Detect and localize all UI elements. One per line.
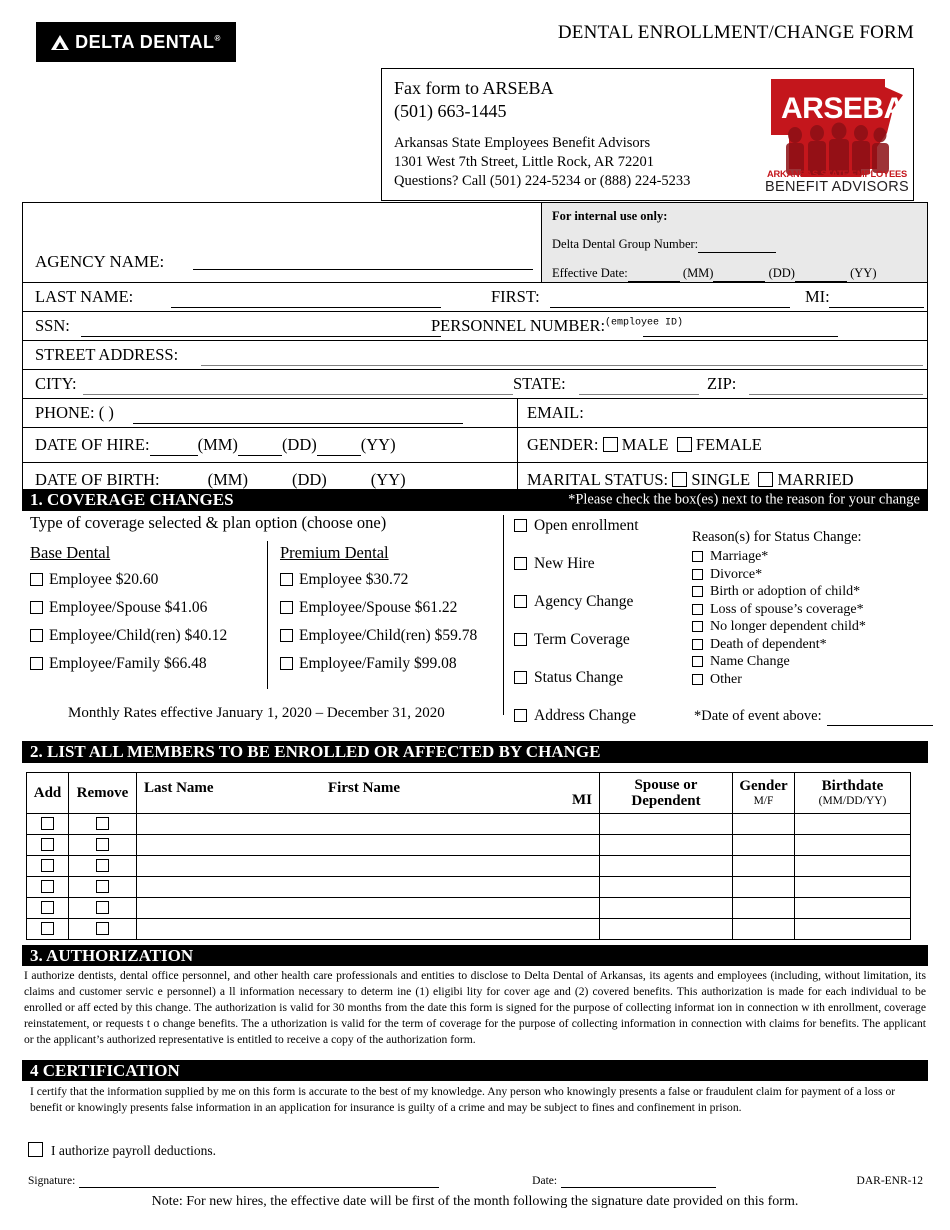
status-change-checkbox[interactable] — [514, 671, 527, 684]
street-address-row — [23, 341, 927, 370]
signature-row — [28, 1175, 923, 1188]
row-spouse-dependent-cell[interactable] — [600, 898, 733, 919]
hire-gender-divider — [517, 428, 518, 462]
premium-plan-option[interactable] — [280, 571, 477, 589]
base-plan-option[interactable] — [30, 571, 227, 589]
reason-birth-adoption-checkbox[interactable] — [692, 586, 703, 597]
table-row[interactable] — [27, 898, 911, 919]
fax-number: (501) 663-1445 — [394, 100, 507, 121]
signature-label: Signature: — [28, 1175, 76, 1187]
payroll-deduction-row[interactable] — [28, 1142, 216, 1159]
row-add-cell[interactable] — [27, 835, 69, 856]
row-birthdate-cell[interactable] — [795, 919, 911, 940]
birth-yy-label: (YY) — [370, 470, 406, 489]
enrollment-type-option[interactable] — [514, 517, 639, 535]
birth-dd-input[interactable] — [248, 470, 292, 491]
hire-mm-input[interactable] — [150, 435, 198, 456]
first-name-label: FIRST: — [491, 287, 540, 306]
status-change-reasons-column — [692, 529, 866, 689]
birth-mm-label: (MM) — [207, 470, 248, 489]
birth-dd-label: (DD) — [291, 470, 327, 489]
street-address-label: STREET ADDRESS: — [35, 345, 179, 364]
effective-date-dd-input[interactable] — [713, 266, 765, 282]
row-add-cell[interactable] — [27, 877, 69, 898]
state-input[interactable] — [579, 394, 699, 395]
column-header-gender-line2: M/F — [753, 794, 774, 807]
term-coverage-checkbox[interactable] — [514, 633, 527, 646]
column-header-birthdate-line2: (MM/DD/YY) — [818, 794, 887, 807]
effective-date-label: Effective Date: — [552, 266, 628, 280]
page-header — [0, 0, 950, 58]
marital-single-checkbox[interactable] — [672, 472, 687, 487]
enrollment-type-option[interactable] — [514, 555, 639, 573]
reason-name-change-label: Name Change — [710, 654, 790, 669]
agency-change-label: Agency Change — [534, 593, 634, 610]
phone-input[interactable] — [133, 423, 463, 424]
premium-dental-column — [280, 543, 477, 683]
table-row[interactable] — [27, 877, 911, 898]
row-birthdate-cell[interactable] — [795, 835, 911, 856]
base-employee-family-label: Employee/Family $66.48 — [49, 655, 207, 672]
email-label: EMAIL: — [527, 403, 584, 422]
ssn-label: SSN: — [35, 316, 70, 335]
reason-option[interactable] — [692, 567, 866, 583]
reason-marriage-label: Marriage* — [710, 549, 769, 564]
date-of-birth-label: DATE OF BIRTH: — [35, 470, 160, 489]
base-dental-column — [30, 543, 227, 683]
reason-option[interactable] — [692, 549, 866, 565]
hire-yy-label: (YY) — [360, 435, 396, 454]
plan-column-divider — [267, 541, 268, 689]
coverage-enrollment-divider — [503, 515, 504, 715]
reason-option[interactable] — [692, 584, 866, 600]
ssn-input[interactable] — [81, 336, 441, 337]
enrollment-type-option[interactable] — [514, 707, 639, 725]
table-row[interactable] — [27, 814, 911, 835]
column-header-last-name: Last Name — [144, 780, 214, 796]
premium-plan-option[interactable] — [280, 599, 477, 617]
page-title: DENTAL ENROLLMENT/CHANGE FORM — [557, 22, 914, 43]
address-change-checkbox[interactable] — [514, 709, 527, 722]
hire-gender-row — [23, 428, 927, 463]
premium-employee-children-label: Employee/Child(ren) $59.78 — [299, 627, 478, 644]
premium-dental-heading: Premium Dental — [280, 543, 389, 562]
column-header-mi: MI — [572, 792, 592, 808]
effective-date-line — [552, 266, 917, 282]
premium-employee-spouse-label: Employee/Spouse $61.22 — [299, 599, 458, 616]
fax-info-box — [381, 68, 914, 201]
row-add-checkbox[interactable] — [41, 838, 54, 851]
delta-triangle-icon — [51, 35, 69, 50]
agency-name-input[interactable] — [193, 269, 533, 270]
birth-yy-input[interactable] — [327, 470, 371, 491]
section-1-title: 1. COVERAGE CHANGES — [30, 490, 234, 509]
row-add-cell[interactable] — [27, 898, 69, 919]
row-add-checkbox[interactable] — [41, 901, 54, 914]
section-1-bar — [22, 489, 928, 511]
row-add-checkbox[interactable] — [41, 922, 54, 935]
column-header-gender — [733, 773, 795, 814]
marital-status-group — [527, 470, 854, 490]
authorization-text: I authorize dentists, dental office personnel, and other health care professionals and entities to disclose to Delta Dental of Arkansas, its agents and employees (including, without limitation, its claims and customer servic e personnel) a ll information necessary to determ ine (1) eligibi lity for cover age and (2) covered benefits. This authorization is made for each individual to be enrolled or aff ected by this change. The authorization is valid for 30 months from the date this form is signed for the purpose of collecting informat ion in connection w ith enrollment, coverage reinstatement, or requests t o change benefits. The a uthorization is valid for the term of coverage for the purpose of collecting information in connection with claims for benefits. The applicant or the applicant’s authorized representative is entitled to receive a copy of the authorization form. — [24, 969, 926, 1046]
effective-date-mm-input[interactable] — [628, 266, 680, 282]
ssn-personnel-row — [23, 312, 927, 341]
reason-birth-adoption-label: Birth or adoption of child* — [710, 584, 861, 599]
mi-input[interactable] — [829, 307, 924, 308]
enrollment-type-option[interactable] — [514, 669, 639, 687]
fax-info-text — [394, 77, 774, 191]
reason-name-change-checkbox[interactable] — [692, 656, 703, 667]
reason-other-label: Other — [710, 671, 742, 687]
gender-male-label: MALE — [621, 435, 669, 454]
arseba-subtitle-bottom: BENEFIT ADVISORS — [765, 179, 909, 195]
registered-trademark-icon: ® — [214, 33, 221, 43]
zip-label: ZIP: — [707, 374, 737, 393]
reason-loss-spouse-coverage-checkbox[interactable] — [692, 604, 703, 615]
row-name-cell[interactable] — [137, 877, 600, 898]
date-of-event-group — [694, 708, 933, 726]
table-row[interactable] — [27, 919, 911, 940]
reason-death-dependent-checkbox[interactable] — [692, 639, 703, 650]
premium-plan-option[interactable] — [280, 655, 477, 673]
first-name-input[interactable] — [550, 307, 790, 308]
new-hire-label: New Hire — [534, 555, 595, 572]
row-name-cell[interactable] — [137, 898, 600, 919]
payroll-deduction-checkbox[interactable] — [28, 1142, 43, 1157]
base-employee-family-checkbox[interactable] — [30, 657, 43, 670]
hire-yy-input[interactable] — [317, 435, 361, 456]
row-remove-cell[interactable] — [69, 898, 137, 919]
section-3-title: 3. AUTHORIZATION — [30, 945, 194, 965]
reasons-title: Reason(s) for Status Change: — [692, 529, 862, 545]
state-label: STATE: — [513, 374, 566, 393]
org-address: 1301 West 7th Street, Little Rock, AR 72201 — [394, 153, 654, 170]
row-remove-checkbox[interactable] — [96, 838, 109, 851]
group-number-input[interactable] — [698, 237, 776, 253]
gender-male-checkbox[interactable] — [603, 437, 618, 452]
date-input[interactable] — [561, 1175, 716, 1188]
date-of-hire-label: DATE OF HIRE: — [35, 435, 150, 454]
svg-text:ARSEBA: ARSEBA — [781, 92, 905, 125]
base-employee-spouse-label: Employee/Spouse $41.06 — [49, 599, 208, 616]
enrollment-type-option[interactable] — [514, 631, 639, 649]
footer-note: Note: For new hires, the effective date will be first of the month following the signature date provided on this form. — [151, 1194, 799, 1209]
row-spouse-dependent-cell[interactable] — [600, 856, 733, 877]
status-change-label: Status Change — [534, 669, 624, 686]
new-hire-checkbox[interactable] — [514, 557, 527, 570]
reason-no-longer-dependent-checkbox[interactable] — [692, 621, 703, 632]
date-of-event-input[interactable] — [827, 708, 933, 726]
internal-use-title: For internal use only: — [552, 209, 668, 223]
row-remove-cell[interactable] — [69, 856, 137, 877]
base-employee-children-label: Employee/Child(ren) $40.12 — [49, 627, 228, 644]
base-employee-children-checkbox[interactable] — [30, 629, 43, 642]
hire-dd-label: (DD) — [281, 435, 317, 454]
arseba-logo — [765, 73, 909, 199]
row-name-cell[interactable] — [137, 835, 600, 856]
row-name-cell[interactable] — [137, 919, 600, 940]
gender-female-label: FEMALE — [695, 435, 762, 454]
city-input[interactable] — [83, 394, 513, 395]
row-birthdate-cell[interactable] — [795, 877, 911, 898]
payroll-deduction-label: I authorize payroll deductions. — [51, 1143, 216, 1158]
address-change-label: Address Change — [534, 707, 637, 724]
reason-divorce-label: Divorce* — [710, 566, 763, 582]
city-label: CITY: — [35, 374, 77, 393]
base-plan-option[interactable] — [30, 655, 227, 673]
section-2-title: 2. LIST ALL MEMBERS TO BE ENROLLED OR AFFECTED BY CHANGE — [30, 742, 601, 761]
row-add-checkbox[interactable] — [41, 880, 54, 893]
coverage-changes-area — [22, 513, 928, 740]
phone-label — [35, 403, 114, 423]
column-header-spouse-line1: Spouse or — [634, 776, 698, 793]
effective-date-yy-label: (YY) — [850, 266, 877, 280]
table-row[interactable] — [27, 856, 911, 877]
org-name: Arkansas State Employees Benefit Advisors — [394, 135, 651, 151]
personnel-number-hint: (employee ID) — [605, 317, 684, 329]
enrollment-type-column — [514, 517, 639, 745]
enrollment-type-option[interactable] — [514, 593, 639, 611]
personnel-number-input[interactable] — [643, 336, 838, 337]
row-remove-cell[interactable] — [69, 814, 137, 835]
premium-employee-family-label: Employee/Family $99.08 — [299, 655, 457, 672]
row-add-cell[interactable] — [27, 919, 69, 940]
row-spouse-dependent-cell[interactable] — [600, 919, 733, 940]
row-remove-checkbox[interactable] — [96, 880, 109, 893]
phone-email-divider — [517, 399, 518, 427]
hire-dd-input[interactable] — [238, 435, 282, 456]
personnel-number-text: PERSONNEL NUMBER: — [431, 316, 606, 335]
section-4-title: 4 CERTIFICATION — [30, 1060, 180, 1080]
effective-date-yy-input[interactable] — [795, 266, 847, 282]
row-gender-cell[interactable] — [733, 814, 795, 835]
column-header-names — [137, 773, 600, 814]
certification-text: I certify that the information supplied by me on this form is accurate to the best of my knowledge. Any person who knowingly presents a false or fraudulent claim for payment of a loss or benefit or knowingly presents false information in an application for insurance is guilty of a crime and may be subject to fines and confinement in prison. — [30, 1085, 896, 1115]
column-header-birthdate-line1: Birthdate — [821, 778, 884, 795]
row-birthdate-cell[interactable] — [795, 856, 911, 877]
reason-option[interactable] — [692, 654, 866, 670]
row-remove-cell[interactable] — [69, 919, 137, 940]
row-remove-checkbox[interactable] — [96, 901, 109, 914]
row-add-checkbox[interactable] — [41, 817, 54, 830]
delta-dental-logo — [36, 22, 236, 62]
row-add-checkbox[interactable] — [41, 859, 54, 872]
reason-option[interactable] — [692, 619, 866, 635]
column-header-remove: Remove — [69, 773, 137, 814]
row-add-cell[interactable] — [27, 856, 69, 877]
zip-input[interactable] — [749, 394, 923, 395]
row-birthdate-cell[interactable] — [795, 814, 911, 835]
delta-dental-wordmark: DELTA DENTAL — [75, 31, 215, 52]
row-add-cell[interactable] — [27, 814, 69, 835]
reason-option[interactable] — [692, 602, 866, 618]
row-gender-cell[interactable] — [733, 919, 795, 940]
marital-status-label: MARITAL STATUS: — [527, 470, 669, 489]
premium-employee-children-checkbox[interactable] — [280, 629, 293, 642]
premium-employee-spouse-checkbox[interactable] — [280, 601, 293, 614]
row-spouse-dependent-cell[interactable] — [600, 877, 733, 898]
birth-mm-input[interactable] — [160, 470, 208, 491]
date-label: Date: — [532, 1175, 558, 1187]
row-gender-cell[interactable] — [733, 898, 795, 919]
delta-dental-logo-text — [75, 32, 221, 53]
open-enrollment-label: Open enrollment — [534, 517, 639, 534]
row-gender-cell[interactable] — [733, 877, 795, 898]
last-name-label: LAST NAME: — [35, 287, 134, 306]
premium-employee-family-checkbox[interactable] — [280, 657, 293, 670]
base-employee-checkbox[interactable] — [30, 573, 43, 586]
section-4-bar — [22, 1060, 928, 1081]
marital-married-checkbox[interactable] — [758, 472, 773, 487]
open-enrollment-checkbox[interactable] — [514, 519, 527, 532]
row-remove-cell[interactable] — [69, 877, 137, 898]
base-dental-heading: Base Dental — [30, 543, 111, 562]
mi-label: MI: — [805, 287, 830, 306]
street-address-input[interactable] — [201, 365, 923, 366]
table-header-row — [27, 773, 911, 814]
column-header-gender-line1: Gender — [739, 778, 788, 795]
internal-use-box — [541, 203, 927, 282]
reason-loss-spouse-coverage-label: Loss of spouse’s coverage* — [710, 601, 864, 617]
section-3-bar — [22, 945, 928, 966]
phone-text: PHONE: — [35, 403, 95, 422]
base-employee-label: Employee $20.60 — [49, 571, 159, 588]
personnel-number-label — [431, 316, 683, 336]
agency-change-checkbox[interactable] — [514, 595, 527, 608]
marital-single-label: SINGLE — [691, 470, 751, 489]
org-questions: Questions? Call (501) 224-5234 or (888) 224-5233 — [394, 172, 691, 189]
column-header-spouse-dependent — [600, 773, 733, 814]
term-coverage-label: Term Coverage — [534, 631, 630, 648]
members-table — [26, 772, 911, 940]
premium-employee-checkbox[interactable] — [280, 573, 293, 586]
row-gender-cell[interactable] — [733, 835, 795, 856]
row-remove-checkbox[interactable] — [96, 859, 109, 872]
name-row — [23, 283, 927, 312]
reason-marriage-checkbox[interactable] — [692, 551, 703, 562]
phone-area-code: ( ) — [98, 403, 114, 422]
base-plan-option[interactable] — [30, 627, 227, 645]
effective-date-mm-label: (MM) — [682, 266, 714, 280]
members-table-body — [27, 814, 911, 940]
signature-input[interactable] — [79, 1175, 439, 1188]
column-header-birthdate — [795, 773, 911, 814]
gender-label: GENDER: — [527, 435, 599, 454]
row-spouse-dependent-cell[interactable] — [600, 814, 733, 835]
column-header-spouse-line2: Dependent — [631, 793, 701, 809]
section-2-bar — [22, 741, 928, 763]
row-birthdate-cell[interactable] — [795, 898, 911, 919]
row-remove-cell[interactable] — [69, 835, 137, 856]
agency-name-row — [23, 203, 927, 283]
last-name-input[interactable] — [171, 307, 441, 308]
section-1-instruction: *Please check the box(es) next to the reason for your change — [568, 491, 920, 508]
monthly-rates-note: Monthly Rates effective January 1, 2020 – December 31, 2020 — [68, 705, 445, 721]
date-of-event-label: *Date of event above: — [694, 708, 822, 724]
base-employee-spouse-checkbox[interactable] — [30, 601, 43, 614]
fax-to-line: Fax form to ARSEBA — [394, 78, 554, 98]
reason-no-longer-dependent-label: No longer dependent child* — [710, 619, 866, 634]
row-name-cell[interactable] — [137, 856, 600, 877]
arseba-subtitle-top: ARKANSAS STATE EMPLOYEES — [766, 169, 907, 179]
group-number-line — [552, 237, 917, 253]
column-header-first-name: First Name — [328, 780, 401, 796]
reason-option[interactable] — [692, 637, 866, 653]
column-header-add: Add — [27, 773, 69, 814]
reason-death-dependent-label: Death of dependent* — [710, 636, 827, 652]
reason-other-checkbox[interactable] — [692, 674, 703, 685]
date-of-hire-group — [35, 435, 396, 456]
coverage-selection-title: Type of coverage selected & plan option (choose one) — [30, 513, 387, 532]
premium-plan-option[interactable] — [280, 627, 477, 645]
reason-option[interactable] — [692, 672, 866, 688]
row-remove-checkbox[interactable] — [96, 817, 109, 830]
effective-date-dd-label: (DD) — [768, 266, 795, 280]
city-state-zip-row — [23, 370, 927, 399]
table-row[interactable] — [27, 835, 911, 856]
premium-employee-label: Employee $30.72 — [299, 571, 409, 588]
row-gender-cell[interactable] — [733, 856, 795, 877]
gender-group — [527, 435, 762, 455]
document-id: DAR-ENR-12 — [856, 1175, 923, 1187]
base-plan-option[interactable] — [30, 599, 227, 617]
marital-married-label: MARRIED — [777, 470, 854, 489]
applicant-info-box — [22, 202, 928, 499]
date-of-birth-group — [35, 470, 406, 491]
row-name-cell[interactable] — [137, 814, 600, 835]
phone-email-row — [23, 399, 927, 428]
group-number-label: Delta Dental Group Number: — [552, 237, 699, 251]
gender-female-checkbox[interactable] — [677, 437, 692, 452]
row-spouse-dependent-cell[interactable] — [600, 835, 733, 856]
agency-name-label: AGENCY NAME: — [35, 252, 165, 271]
row-remove-checkbox[interactable] — [96, 922, 109, 935]
hire-mm-label: (MM) — [197, 435, 238, 454]
reason-divorce-checkbox[interactable] — [692, 569, 703, 580]
